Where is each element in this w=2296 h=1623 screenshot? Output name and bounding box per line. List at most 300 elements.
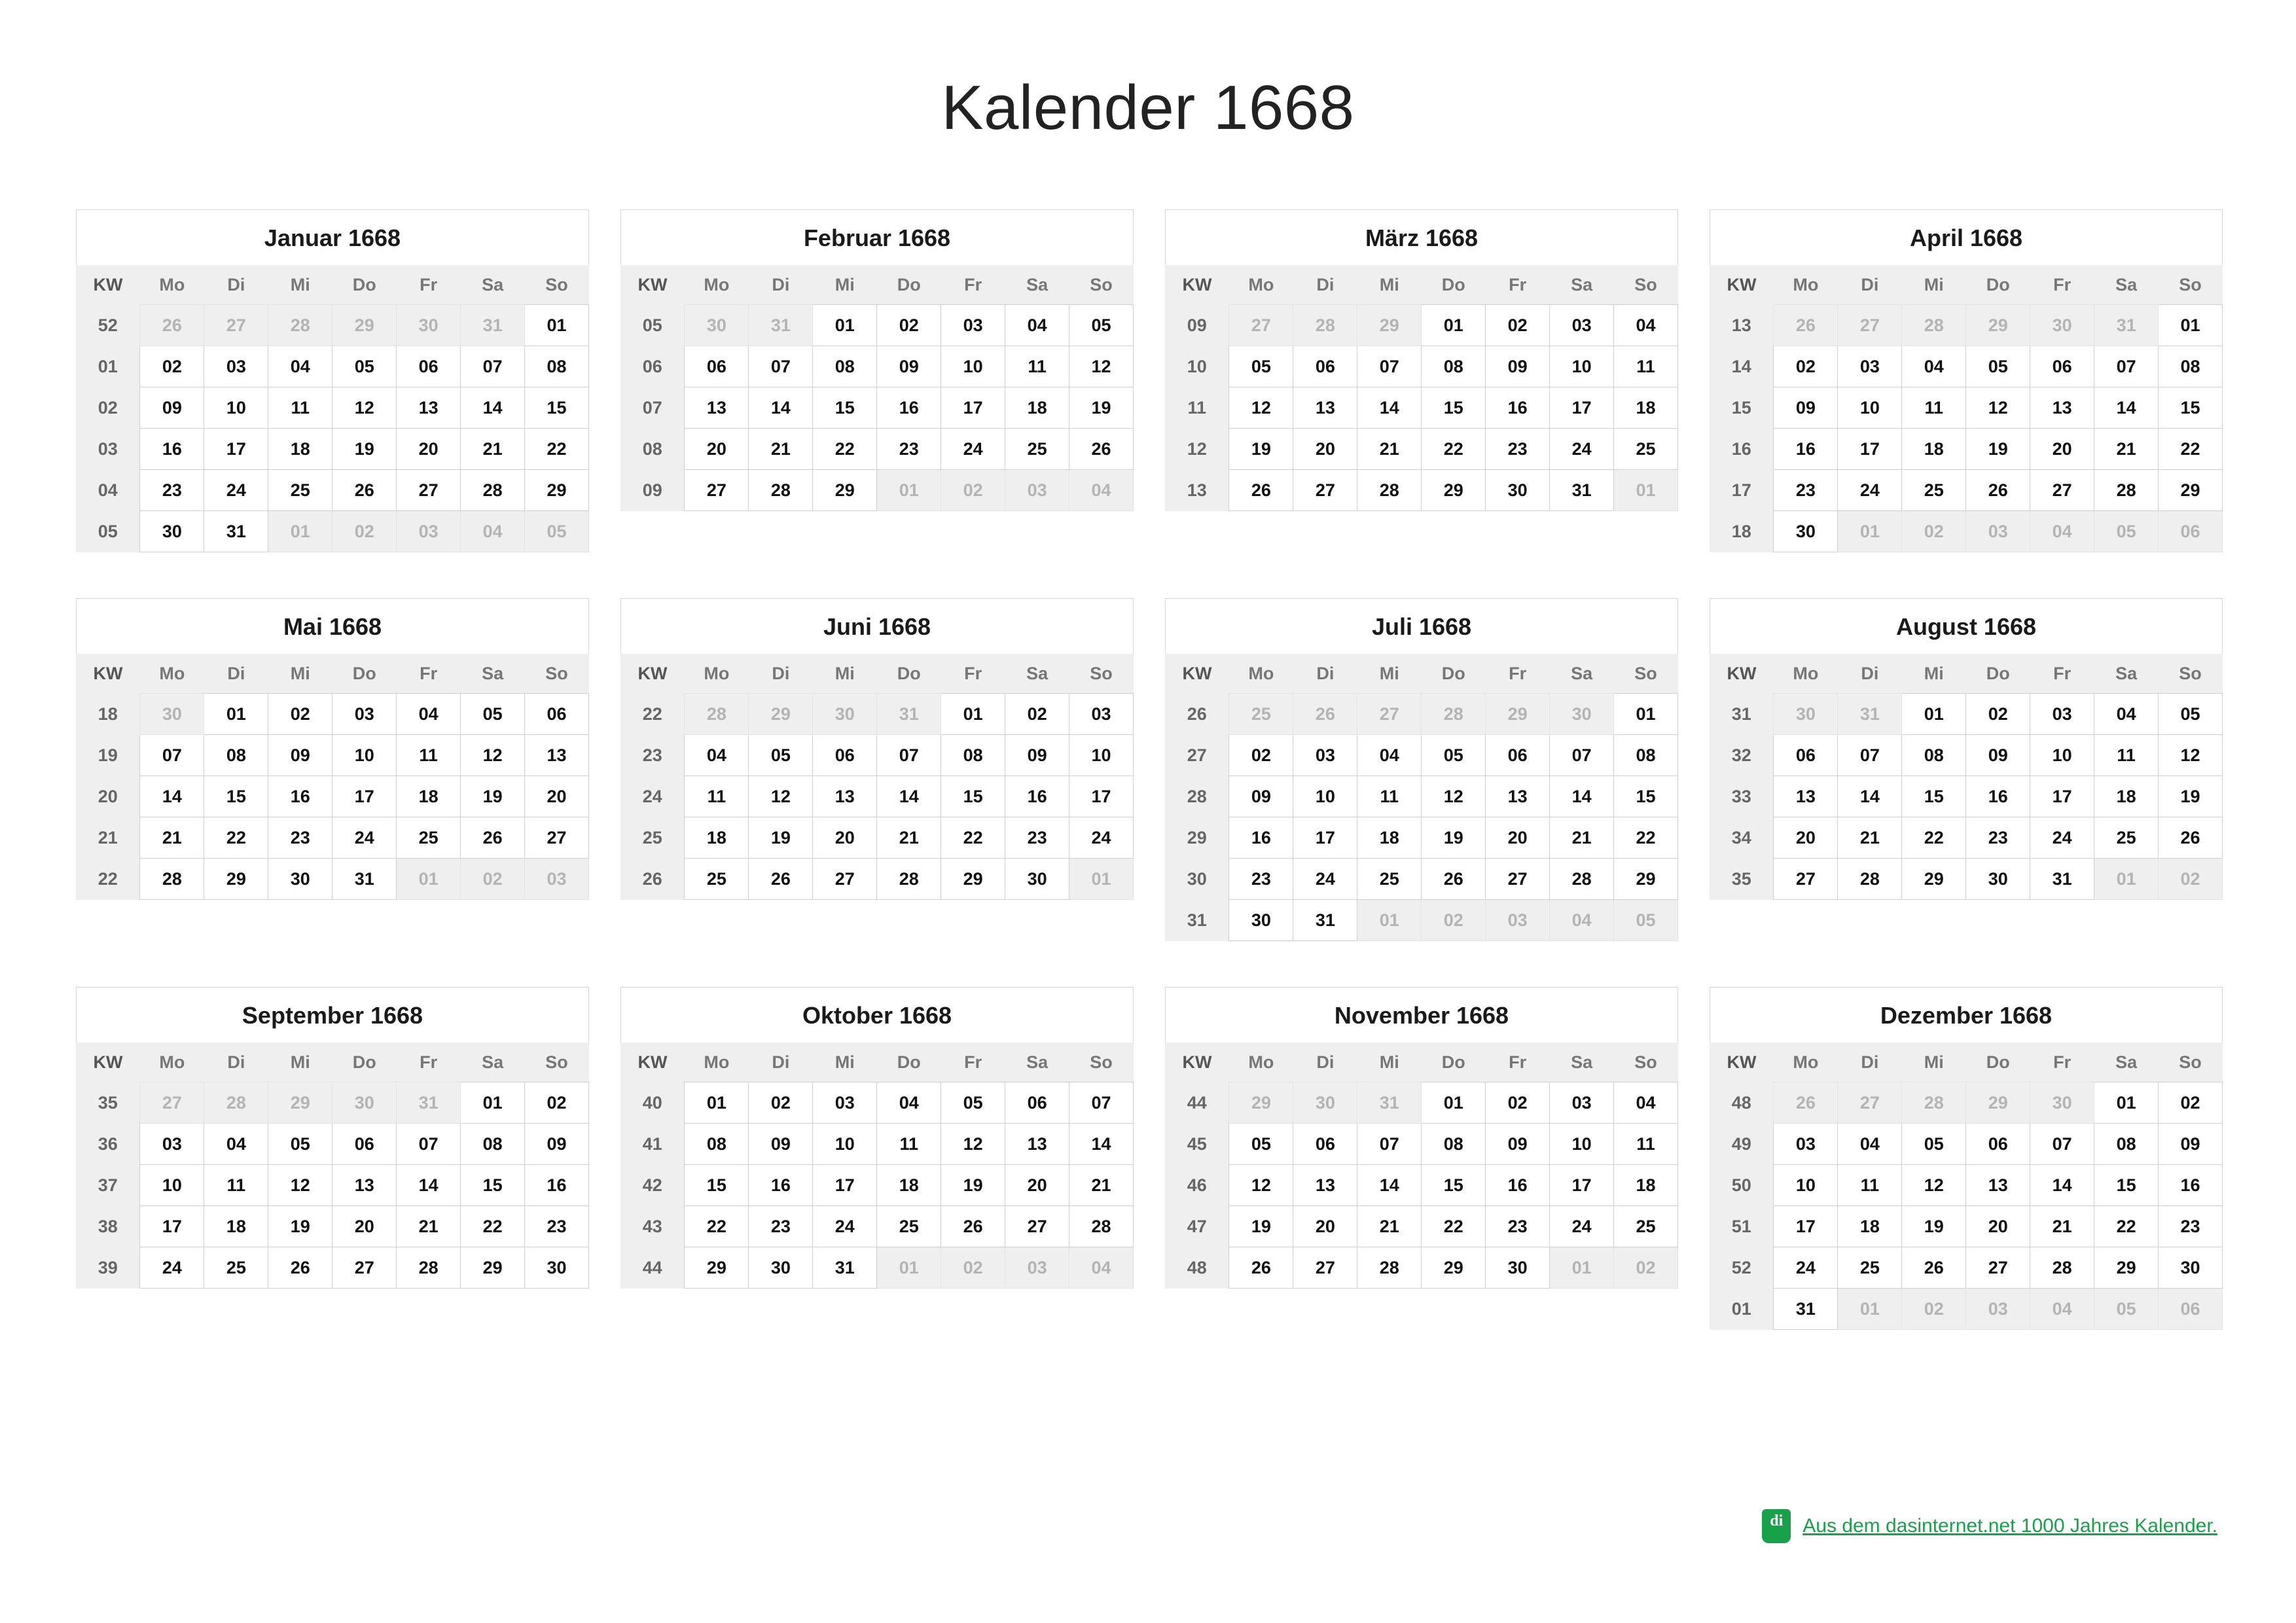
month-title: November 1668 bbox=[1165, 987, 1678, 1043]
day-cell: 24 bbox=[1069, 817, 1134, 859]
day-cell: 04 bbox=[1838, 1124, 1902, 1165]
day-cell-adjacent-month: 02 bbox=[332, 511, 397, 552]
day-cell: 29 bbox=[941, 859, 1005, 900]
footer-link[interactable]: Aus dem dasinternet.net 1000 Jahres Kalender. bbox=[1803, 1515, 2217, 1537]
day-cell: 30 bbox=[1774, 511, 1838, 552]
weekday-header: Sa bbox=[461, 654, 525, 694]
day-cell: 06 bbox=[813, 735, 877, 776]
day-cell-adjacent-month: 01 bbox=[877, 470, 941, 511]
day-cell: 17 bbox=[204, 429, 268, 470]
day-cell-adjacent-month: 31 bbox=[2094, 305, 2159, 346]
week-number-cell: 44 bbox=[1165, 1082, 1229, 1124]
day-cell: 14 bbox=[2030, 1165, 2094, 1206]
day-cell: 29 bbox=[1902, 859, 1966, 900]
day-cell: 29 bbox=[1614, 859, 1678, 900]
day-cell: 12 bbox=[1229, 387, 1293, 429]
day-cell: 28 bbox=[749, 470, 813, 511]
day-cell: 24 bbox=[140, 1247, 204, 1289]
day-cell-adjacent-month: 26 bbox=[1774, 305, 1838, 346]
day-cell: 26 bbox=[1422, 859, 1486, 900]
day-cell-adjacent-month: 01 bbox=[877, 1247, 941, 1289]
day-cell: 26 bbox=[268, 1247, 332, 1289]
day-cell-adjacent-month: 04 bbox=[2030, 1289, 2094, 1330]
day-cell: 26 bbox=[1966, 470, 2030, 511]
day-cell: 20 bbox=[525, 776, 589, 817]
day-cell-adjacent-month: 06 bbox=[2159, 511, 2223, 552]
day-cell-adjacent-month: 02 bbox=[1902, 511, 1966, 552]
week-row bbox=[1710, 305, 2223, 346]
day-cell: 23 bbox=[525, 1206, 589, 1247]
day-cell-adjacent-month: 04 bbox=[1550, 900, 1614, 941]
day-cell: 14 bbox=[1357, 387, 1422, 429]
day-cell: 28 bbox=[1550, 859, 1614, 900]
weekday-header: Mi bbox=[1902, 1043, 1966, 1082]
day-cell: 08 bbox=[1422, 1124, 1486, 1165]
day-cell: 16 bbox=[268, 776, 332, 817]
day-cell: 05 bbox=[1966, 346, 2030, 387]
day-cell: 26 bbox=[1229, 1247, 1293, 1289]
day-cell-adjacent-month: 30 bbox=[397, 305, 461, 346]
day-cell: 09 bbox=[1486, 1124, 1550, 1165]
day-cell: 16 bbox=[2159, 1165, 2223, 1206]
day-cell: 16 bbox=[1966, 776, 2030, 817]
weekday-header: Di bbox=[1838, 265, 1902, 305]
weekday-header: Mo bbox=[1229, 1043, 1293, 1082]
week-number-cell: 24 bbox=[620, 776, 685, 817]
day-cell: 27 bbox=[2030, 470, 2094, 511]
week-number-cell: 35 bbox=[1710, 859, 1774, 900]
week-number-header: KW bbox=[76, 654, 140, 694]
week-number-cell: 22 bbox=[76, 859, 140, 900]
day-cell: 30 bbox=[749, 1247, 813, 1289]
week-row bbox=[1165, 1247, 1678, 1289]
day-cell: 02 bbox=[2159, 1082, 2223, 1124]
day-cell: 18 bbox=[1838, 1206, 1902, 1247]
day-cell: 21 bbox=[1838, 817, 1902, 859]
week-row bbox=[1710, 511, 2223, 552]
day-cell-adjacent-month: 01 bbox=[1838, 1289, 1902, 1330]
day-cell: 05 bbox=[332, 346, 397, 387]
day-cell: 22 bbox=[1902, 817, 1966, 859]
weekday-header: Mi bbox=[1357, 265, 1422, 305]
weekday-header: Mi bbox=[813, 1043, 877, 1082]
day-cell: 04 bbox=[1902, 346, 1966, 387]
weekday-header-row bbox=[1710, 265, 2223, 305]
day-cell: 24 bbox=[1293, 859, 1357, 900]
weekday-header: Do bbox=[1966, 654, 2030, 694]
day-cell: 27 bbox=[1966, 1247, 2030, 1289]
day-cell: 09 bbox=[1005, 735, 1069, 776]
day-cell: 21 bbox=[2094, 429, 2159, 470]
day-cell: 23 bbox=[1005, 817, 1069, 859]
week-number-cell: 28 bbox=[1165, 776, 1229, 817]
day-cell: 06 bbox=[397, 346, 461, 387]
weekday-header-row bbox=[620, 1043, 1134, 1082]
day-cell: 22 bbox=[813, 429, 877, 470]
day-cell: 19 bbox=[1069, 387, 1134, 429]
week-number-cell: 09 bbox=[1165, 305, 1229, 346]
week-row bbox=[1165, 1206, 1678, 1247]
day-cell: 27 bbox=[1293, 470, 1357, 511]
day-cell: 29 bbox=[461, 1247, 525, 1289]
weekday-header: Fr bbox=[1486, 1043, 1550, 1082]
day-cell: 15 bbox=[1422, 1165, 1486, 1206]
months-grid bbox=[73, 209, 2223, 1330]
day-cell: 16 bbox=[140, 429, 204, 470]
day-cell: 27 bbox=[1293, 1247, 1357, 1289]
week-number-header: KW bbox=[620, 265, 685, 305]
day-cell: 02 bbox=[1005, 694, 1069, 735]
week-number-cell: 27 bbox=[1165, 735, 1229, 776]
day-cell: 01 bbox=[525, 305, 589, 346]
day-cell-adjacent-month: 27 bbox=[1838, 1082, 1902, 1124]
weekday-header: Fr bbox=[1486, 265, 1550, 305]
day-cell: 01 bbox=[941, 694, 1005, 735]
day-cell: 03 bbox=[1838, 346, 1902, 387]
month-title: August 1668 bbox=[1710, 598, 2223, 654]
month-table bbox=[1165, 265, 1678, 511]
week-number-cell: 14 bbox=[1710, 346, 1774, 387]
day-cell-adjacent-month: 04 bbox=[461, 511, 525, 552]
day-cell-adjacent-month: 26 bbox=[140, 305, 204, 346]
weekday-header: So bbox=[525, 1043, 589, 1082]
weekday-header: Fr bbox=[2030, 265, 2094, 305]
day-cell: 25 bbox=[1902, 470, 1966, 511]
day-cell: 14 bbox=[2094, 387, 2159, 429]
month-block bbox=[1165, 598, 1678, 941]
day-cell: 14 bbox=[877, 776, 941, 817]
month-title: Dezember 1668 bbox=[1710, 987, 2223, 1043]
day-cell: 30 bbox=[1486, 1247, 1550, 1289]
weekday-header: Mi bbox=[1357, 654, 1422, 694]
day-cell: 21 bbox=[461, 429, 525, 470]
day-cell: 18 bbox=[1357, 817, 1422, 859]
day-cell: 18 bbox=[397, 776, 461, 817]
weekday-header-row bbox=[76, 654, 589, 694]
day-cell: 01 bbox=[204, 694, 268, 735]
week-number-cell: 18 bbox=[76, 694, 140, 735]
weekday-header: Mo bbox=[1229, 654, 1293, 694]
day-cell: 04 bbox=[1005, 305, 1069, 346]
day-cell: 23 bbox=[2159, 1206, 2223, 1247]
day-cell: 25 bbox=[685, 859, 749, 900]
month-block bbox=[1710, 987, 2223, 1330]
weekday-header: Di bbox=[749, 654, 813, 694]
day-cell-adjacent-month: 30 bbox=[685, 305, 749, 346]
day-cell: 23 bbox=[1774, 470, 1838, 511]
day-cell-adjacent-month: 03 bbox=[397, 511, 461, 552]
week-row bbox=[1165, 735, 1678, 776]
weekday-header-row bbox=[1710, 1043, 2223, 1082]
day-cell: 03 bbox=[941, 305, 1005, 346]
day-cell: 10 bbox=[1550, 346, 1614, 387]
month-title: Mai 1668 bbox=[76, 598, 589, 654]
day-cell-adjacent-month: 02 bbox=[941, 1247, 1005, 1289]
week-row bbox=[76, 1165, 589, 1206]
day-cell: 10 bbox=[1550, 1124, 1614, 1165]
day-cell: 16 bbox=[1486, 387, 1550, 429]
month-block bbox=[620, 209, 1134, 552]
week-number-cell: 05 bbox=[76, 511, 140, 552]
day-cell: 11 bbox=[877, 1124, 941, 1165]
day-cell: 01 bbox=[1902, 694, 1966, 735]
weekday-header: Di bbox=[749, 1043, 813, 1082]
day-cell: 05 bbox=[941, 1082, 1005, 1124]
week-number-cell: 43 bbox=[620, 1206, 685, 1247]
day-cell-adjacent-month: 29 bbox=[1486, 694, 1550, 735]
day-cell: 28 bbox=[2094, 470, 2159, 511]
day-cell: 29 bbox=[1422, 1247, 1486, 1289]
week-row bbox=[76, 387, 589, 429]
weekday-header: So bbox=[2159, 265, 2223, 305]
week-number-cell: 30 bbox=[1165, 859, 1229, 900]
day-cell-adjacent-month: 01 bbox=[397, 859, 461, 900]
week-number-cell: 17 bbox=[1710, 470, 1774, 511]
day-cell: 16 bbox=[1005, 776, 1069, 817]
weekday-header: Fr bbox=[2030, 1043, 2094, 1082]
day-cell: 07 bbox=[2094, 346, 2159, 387]
day-cell: 17 bbox=[1550, 1165, 1614, 1206]
day-cell-adjacent-month: 30 bbox=[1293, 1082, 1357, 1124]
week-row bbox=[76, 1247, 589, 1289]
month-block bbox=[76, 209, 589, 552]
page-title: Kalender 1668 bbox=[941, 73, 1355, 143]
day-cell: 24 bbox=[332, 817, 397, 859]
weekday-header: Fr bbox=[941, 265, 1005, 305]
day-cell: 04 bbox=[1614, 305, 1678, 346]
day-cell: 22 bbox=[1422, 429, 1486, 470]
day-cell: 01 bbox=[461, 1082, 525, 1124]
week-number-cell: 21 bbox=[76, 817, 140, 859]
week-number-cell: 45 bbox=[1165, 1124, 1229, 1165]
week-number-cell: 38 bbox=[76, 1206, 140, 1247]
day-cell: 12 bbox=[749, 776, 813, 817]
week-row bbox=[76, 429, 589, 470]
day-cell: 25 bbox=[2094, 817, 2159, 859]
day-cell: 20 bbox=[2030, 429, 2094, 470]
day-cell: 20 bbox=[1774, 817, 1838, 859]
day-cell: 31 bbox=[1293, 900, 1357, 941]
day-cell: 19 bbox=[1902, 1206, 1966, 1247]
day-cell: 20 bbox=[685, 429, 749, 470]
week-row bbox=[620, 694, 1134, 735]
day-cell: 31 bbox=[1550, 470, 1614, 511]
day-cell: 08 bbox=[525, 346, 589, 387]
day-cell: 29 bbox=[204, 859, 268, 900]
week-number-cell: 09 bbox=[620, 470, 685, 511]
week-row bbox=[620, 1082, 1134, 1124]
weekday-header: Sa bbox=[1005, 265, 1069, 305]
day-cell-adjacent-month: 30 bbox=[813, 694, 877, 735]
day-cell: 04 bbox=[877, 1082, 941, 1124]
day-cell: 28 bbox=[1357, 470, 1422, 511]
week-number-header: KW bbox=[1710, 1043, 1774, 1082]
week-number-header: KW bbox=[1165, 265, 1229, 305]
day-cell: 06 bbox=[1486, 735, 1550, 776]
day-cell: 28 bbox=[1069, 1206, 1134, 1247]
day-cell: 06 bbox=[1966, 1124, 2030, 1165]
week-number-cell: 52 bbox=[76, 305, 140, 346]
week-row bbox=[1710, 859, 2223, 900]
weekday-header: Fr bbox=[397, 265, 461, 305]
day-cell: 05 bbox=[1229, 346, 1293, 387]
day-cell: 15 bbox=[461, 1165, 525, 1206]
weekday-header: Mo bbox=[1229, 265, 1293, 305]
day-cell: 26 bbox=[2159, 817, 2223, 859]
day-cell: 05 bbox=[749, 735, 813, 776]
week-number-cell: 05 bbox=[620, 305, 685, 346]
day-cell: 13 bbox=[525, 735, 589, 776]
day-cell: 12 bbox=[332, 387, 397, 429]
weekday-header: Do bbox=[877, 265, 941, 305]
month-table bbox=[620, 1043, 1134, 1289]
day-cell: 19 bbox=[1422, 817, 1486, 859]
day-cell: 31 bbox=[332, 859, 397, 900]
day-cell-adjacent-month: 30 bbox=[2030, 1082, 2094, 1124]
day-cell: 15 bbox=[941, 776, 1005, 817]
week-row bbox=[1710, 429, 2223, 470]
day-cell: 24 bbox=[1550, 429, 1614, 470]
day-cell: 24 bbox=[1838, 470, 1902, 511]
day-cell: 09 bbox=[268, 735, 332, 776]
weekday-header: Mi bbox=[1902, 654, 1966, 694]
day-cell: 13 bbox=[1005, 1124, 1069, 1165]
day-cell: 07 bbox=[1357, 1124, 1422, 1165]
day-cell: 18 bbox=[2094, 776, 2159, 817]
day-cell: 18 bbox=[268, 429, 332, 470]
week-number-cell: 01 bbox=[1710, 1289, 1774, 1330]
weekday-header: Do bbox=[332, 265, 397, 305]
week-number-cell: 16 bbox=[1710, 429, 1774, 470]
week-number-cell: 22 bbox=[620, 694, 685, 735]
day-cell: 21 bbox=[749, 429, 813, 470]
weekday-header: Mi bbox=[268, 654, 332, 694]
day-cell: 15 bbox=[2159, 387, 2223, 429]
day-cell: 06 bbox=[2030, 346, 2094, 387]
weekday-header: So bbox=[1614, 654, 1678, 694]
day-cell: 13 bbox=[1486, 776, 1550, 817]
day-cell: 09 bbox=[1229, 776, 1293, 817]
week-row bbox=[620, 470, 1134, 511]
day-cell: 19 bbox=[461, 776, 525, 817]
weekday-header-row bbox=[1165, 265, 1678, 305]
day-cell: 06 bbox=[1293, 346, 1357, 387]
week-row bbox=[1165, 1124, 1678, 1165]
day-cell: 19 bbox=[1229, 429, 1293, 470]
day-cell: 24 bbox=[813, 1206, 877, 1247]
day-cell: 15 bbox=[1614, 776, 1678, 817]
day-cell: 17 bbox=[140, 1206, 204, 1247]
day-cell: 06 bbox=[1774, 735, 1838, 776]
week-row bbox=[1710, 1289, 2223, 1330]
day-cell: 10 bbox=[1774, 1165, 1838, 1206]
day-cell: 16 bbox=[525, 1165, 589, 1206]
day-cell: 12 bbox=[1902, 1165, 1966, 1206]
day-cell: 12 bbox=[2159, 735, 2223, 776]
week-row bbox=[1165, 900, 1678, 941]
weekday-header: Di bbox=[1293, 1043, 1357, 1082]
week-row bbox=[76, 1206, 589, 1247]
day-cell: 27 bbox=[1005, 1206, 1069, 1247]
day-cell: 17 bbox=[1069, 776, 1134, 817]
day-cell: 21 bbox=[140, 817, 204, 859]
day-cell-adjacent-month: 27 bbox=[1357, 694, 1422, 735]
weekday-header: Fr bbox=[941, 654, 1005, 694]
day-cell: 10 bbox=[1293, 776, 1357, 817]
day-cell: 11 bbox=[1357, 776, 1422, 817]
day-cell: 14 bbox=[749, 387, 813, 429]
day-cell: 06 bbox=[1293, 1124, 1357, 1165]
day-cell: 03 bbox=[332, 694, 397, 735]
week-number-cell: 33 bbox=[1710, 776, 1774, 817]
weekday-header-row bbox=[76, 265, 589, 305]
day-cell: 09 bbox=[140, 387, 204, 429]
day-cell: 25 bbox=[268, 470, 332, 511]
day-cell: 02 bbox=[749, 1082, 813, 1124]
week-row bbox=[1710, 735, 2223, 776]
day-cell-adjacent-month: 29 bbox=[1966, 1082, 2030, 1124]
day-cell: 02 bbox=[1966, 694, 2030, 735]
day-cell: 14 bbox=[1838, 776, 1902, 817]
weekday-header: Mi bbox=[1357, 1043, 1422, 1082]
day-cell-adjacent-month: 27 bbox=[1838, 305, 1902, 346]
day-cell: 02 bbox=[140, 346, 204, 387]
day-cell: 12 bbox=[268, 1165, 332, 1206]
week-row bbox=[1710, 1206, 2223, 1247]
day-cell: 11 bbox=[1005, 346, 1069, 387]
day-cell: 26 bbox=[749, 859, 813, 900]
day-cell: 06 bbox=[1005, 1082, 1069, 1124]
day-cell: 25 bbox=[1614, 1206, 1678, 1247]
week-row bbox=[620, 1206, 1134, 1247]
week-number-header: KW bbox=[76, 1043, 140, 1082]
day-cell: 30 bbox=[268, 859, 332, 900]
weekday-header: Sa bbox=[461, 1043, 525, 1082]
week-number-cell: 26 bbox=[1165, 694, 1229, 735]
day-cell-adjacent-month: 01 bbox=[1614, 470, 1678, 511]
week-row bbox=[76, 346, 589, 387]
weekday-header: Sa bbox=[2094, 265, 2159, 305]
week-number-cell: 01 bbox=[76, 346, 140, 387]
day-cell: 30 bbox=[1229, 900, 1293, 941]
day-cell: 25 bbox=[1005, 429, 1069, 470]
week-number-cell: 10 bbox=[1165, 346, 1229, 387]
day-cell: 07 bbox=[1069, 1082, 1134, 1124]
day-cell-adjacent-month: 05 bbox=[1614, 900, 1678, 941]
day-cell: 24 bbox=[1774, 1247, 1838, 1289]
day-cell-adjacent-month: 03 bbox=[525, 859, 589, 900]
weekday-header: Mi bbox=[268, 1043, 332, 1082]
week-number-cell: 08 bbox=[620, 429, 685, 470]
week-number-cell: 11 bbox=[1165, 387, 1229, 429]
day-cell: 27 bbox=[685, 470, 749, 511]
day-cell: 22 bbox=[525, 429, 589, 470]
day-cell: 21 bbox=[397, 1206, 461, 1247]
day-cell: 11 bbox=[2094, 735, 2159, 776]
week-number-cell: 26 bbox=[620, 859, 685, 900]
week-number-cell: 04 bbox=[76, 470, 140, 511]
day-cell: 23 bbox=[268, 817, 332, 859]
day-cell: 05 bbox=[1902, 1124, 1966, 1165]
day-cell: 13 bbox=[397, 387, 461, 429]
day-cell: 05 bbox=[2159, 694, 2223, 735]
day-cell-adjacent-month: 04 bbox=[1069, 470, 1134, 511]
weekday-header: Di bbox=[204, 1043, 268, 1082]
day-cell-adjacent-month: 30 bbox=[140, 694, 204, 735]
day-cell: 30 bbox=[1005, 859, 1069, 900]
day-cell-adjacent-month: 31 bbox=[877, 694, 941, 735]
day-cell: 20 bbox=[332, 1206, 397, 1247]
